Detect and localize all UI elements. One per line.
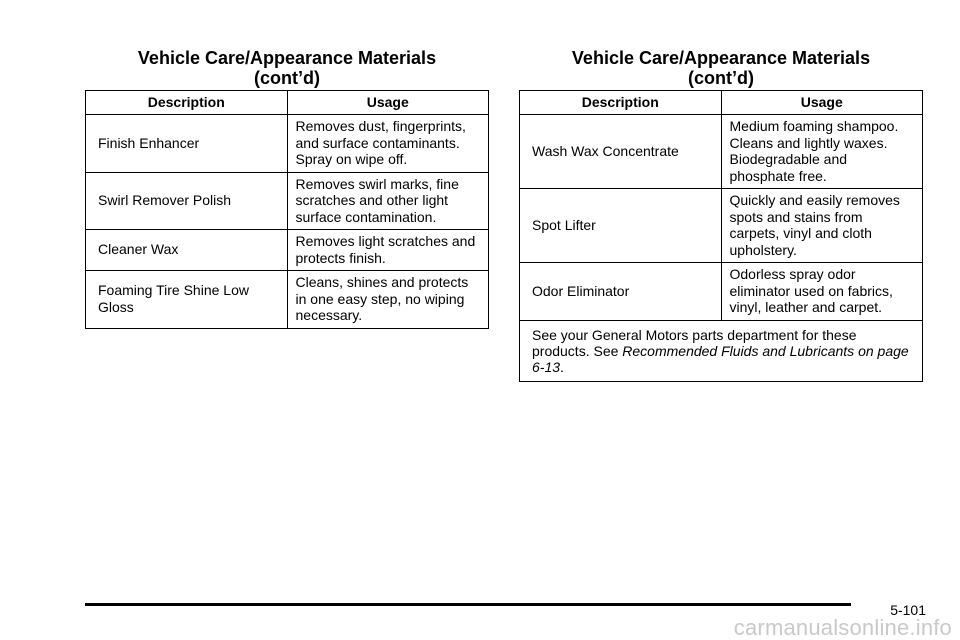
cell-usage: Removes light scratches and protects finish. — [287, 230, 489, 271]
right-heading-line2: (cont’d) — [688, 68, 754, 88]
watermark: carmanualsonline.info — [733, 615, 952, 640]
cell-description: Swirl Remover Polish — [86, 172, 288, 230]
table-row — [86, 271, 489, 329]
cell-description: Finish Enhancer — [86, 115, 288, 173]
right-section-heading — [519, 46, 923, 90]
cell-description: Foaming Tire Shine Low Gloss — [86, 271, 288, 329]
cell-usage: Medium foaming shampoo. Cleans and lightly waxes. Biodegradable and phosphate free. — [721, 115, 923, 189]
left-heading-line1: Vehicle Care/Appearance Materials — [137, 48, 437, 68]
cell-description: Odor Eliminator — [520, 263, 722, 321]
column-header-description: Description — [86, 91, 288, 115]
recommended-fluids-link[interactable]: Recommended Fluids and Lubricants on page 6-13 — [532, 342, 909, 375]
cell-usage: Removes swirl marks, fine scratches and other light surface contamination. — [287, 172, 489, 230]
table-row — [520, 189, 923, 263]
right-column — [519, 46, 923, 382]
cell-usage: Quickly and easily removes spots and stains from carpets, vinyl and cloth upholstery. — [721, 189, 923, 263]
table-row — [86, 172, 489, 230]
cell-description: Wash Wax Concentrate — [520, 115, 722, 189]
table-row — [86, 115, 489, 173]
left-heading-line2: (cont’d) — [254, 68, 320, 88]
left-section-heading — [85, 46, 489, 90]
footer-rule — [85, 603, 851, 606]
cell-usage: Removes dust, fingerprints, and surface contaminants. Spray on wipe off. — [287, 115, 489, 173]
column-header-usage: Usage — [721, 91, 923, 115]
note-text: See your General Motors parts department for these products. See — [532, 326, 857, 359]
table-header-row — [86, 91, 489, 115]
parts-department-note — [520, 320, 923, 381]
right-materials-table — [519, 90, 923, 382]
table-note-row — [520, 320, 923, 381]
column-header-description: Description — [520, 91, 722, 115]
cell-description: Spot Lifter — [520, 189, 722, 263]
left-column — [85, 46, 489, 329]
right-heading-line1: Vehicle Care/Appearance Materials — [571, 48, 871, 68]
cell-usage: Cleans, shines and protects in one easy step, no wiping necessary. — [287, 271, 489, 329]
page-number: 5-101 — [890, 602, 926, 618]
table-header-row — [520, 91, 923, 115]
left-materials-table — [85, 90, 489, 329]
note-end: . — [560, 358, 564, 375]
cell-description: Cleaner Wax — [86, 230, 288, 271]
table-row — [86, 230, 489, 271]
table-row — [520, 263, 923, 321]
cell-usage: Odorless spray odor eliminator used on fabrics, vinyl, leather and carpet. — [721, 263, 923, 321]
column-header-usage: Usage — [287, 91, 489, 115]
table-row — [520, 115, 923, 189]
